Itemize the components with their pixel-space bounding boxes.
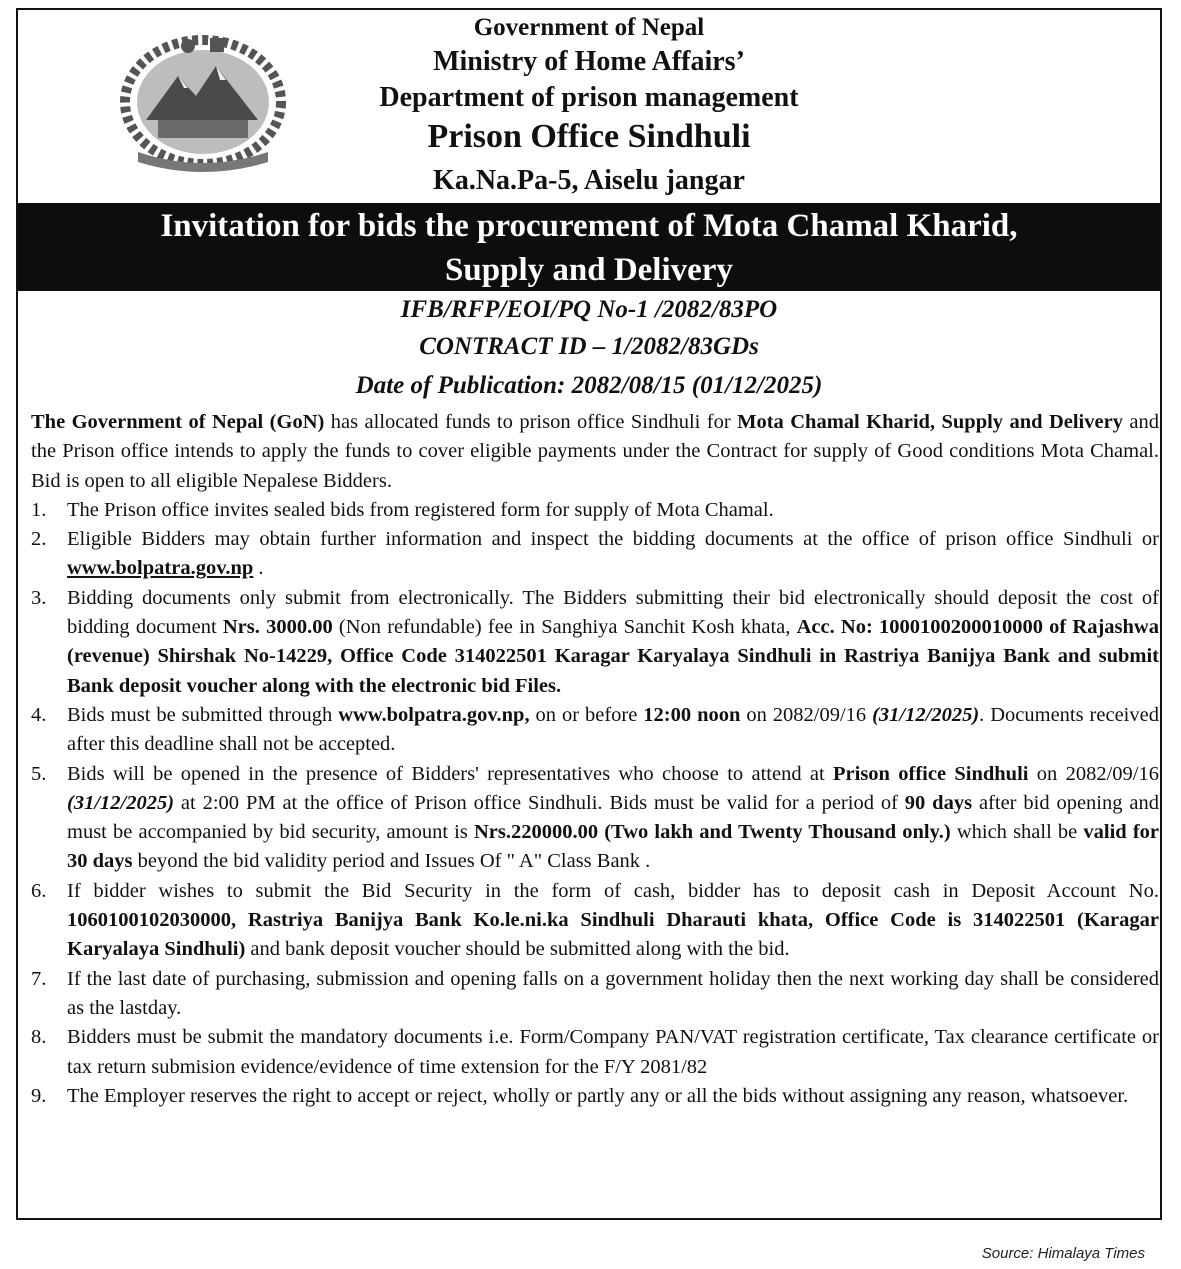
item-number: 5. [31,762,47,785]
opening-date: (31/12/2025) [67,791,175,814]
list-item [31,965,1159,1024]
item-text: after bid opening and must be accompanied by bid security, amount is [67,791,1159,844]
intro-paragraph [31,408,1159,496]
item-text: and bank deposit voucher should be submitted along with the bid. [245,938,790,961]
item-text: which shall be [950,821,1084,844]
item-text: The Prison office invites sealed bids from registered form for supply of Mota Chamal. [67,498,774,521]
header-office: Prison Office Sindhuli [427,118,751,155]
list-item [31,584,1159,701]
list-item [31,496,1159,525]
header-government: Government of Nepal [473,14,705,41]
item-number: 2. [31,528,47,551]
item-text: Bidders must be submit the mandatory documents i.e. Form/Company PAN/VAT registration certificate, Tax clearance certificate or tax return submision evidence/evidence of time extension for the F/Y 2081/82 [67,1026,1159,1078]
item-text: Bids must be submitted through [67,703,339,726]
item-number: 9. [31,1084,47,1107]
item-text: Bidding documents only submit from electronically. The Bidders submitting their bid electronically should deposit the cost of bidding document [67,586,1159,639]
ifb-number: IFB/RFP/EOI/PQ No-1 /2082/83PO [400,296,778,323]
item-text: Eligible Bidders may obtain further information and inspect the bidding documents at the office of prison office Sindhuli or [67,528,1159,551]
intro-text-1: has allocated funds to prison office Sindhuli for [324,411,738,433]
title-banner [18,203,1160,291]
deposit-account: 1060100102030000, Rastriya Banijya Bank Ko.le.ni.ka Sindhuli Dharauti khata, Office Code is 314022501 (Karagar Karyalaya Sindhuli) [67,909,1159,961]
item-text: beyond the bid validity period and Issues Of " A" Class Bank . [132,850,651,873]
list-item [31,525,1159,584]
list-item [31,1023,1159,1082]
intro-project: Mota Chamal Kharid, Supply and Delivery [737,411,1123,433]
item-number: 3. [31,586,47,609]
conditions-list [31,496,1159,1111]
item-number: 8. [31,1026,47,1049]
fee-amount: Nrs. 3000.00 [222,616,333,639]
list-item [31,701,1159,760]
item-text: . [253,557,264,580]
intro-text-2: and the Prison office intends to apply the funds to cover eligible payments under the Contract for supply of Good conditions Mota Chamal. Bid is open to all eligible Nepalese Bidders. [31,411,1159,492]
deadline-time: 12:00 noon [643,703,741,726]
list-item [31,1082,1159,1111]
banner-line-1: Invitation for bids the procurement of Mota Chamal Kharid, [160,208,1018,244]
item-text: If bidder wishes to submit the Bid Security in the form of cash, bidder has to deposit cash in Deposit Account No. [67,879,1159,902]
item-text: on or before [529,703,644,726]
item-text: Bids will be opened in the presence of Bidders' representatives who choose to attend at [67,762,833,785]
item-text: If the last date of purchasing, submission and opening falls on a government holiday then the next working day shall be considered as the lastday. [67,967,1159,1019]
deadline-date: (31/12/2025) [872,703,980,726]
list-item [31,760,1159,877]
header-department: Department of prison management [379,82,799,113]
notice-header [18,10,1160,203]
security-validity: valid for 30 days [67,821,1160,873]
list-item [31,877,1159,965]
item-text: The Employer reserves the right to accept or reject, wholly or partly any or all the bids without assigning any reason, whatsoever. [67,1084,1129,1107]
item-number: 7. [31,967,47,990]
validity-period: 90 days [904,791,973,814]
item-text: (Non refundable) fee in Sanghiya Sanchit Kosh khata, [332,616,797,639]
source-credit: Source: Himalaya Times [981,1245,1145,1262]
item-number: 4. [31,703,47,726]
notice-frame [16,8,1162,1220]
item-text: at 2:00 PM at the office of Prison office Sindhuli. Bids must be valid for a period of [174,791,905,814]
bolpatra-link[interactable]: www.bolpatra.gov.np [67,557,254,580]
banner-line-2: Supply and Delivery [445,252,733,288]
item-text: on 2082/09/16 [740,703,873,726]
notice-body [31,408,1159,1111]
item-text: . Documents received after this deadline shall not be accepted. [67,703,1159,756]
contract-id: CONTRACT ID – 1/2082/83GDs [419,333,759,360]
opening-venue: Prison office Sindhuli [833,762,1029,785]
header-address: Ka.Na.Pa-5, Aiselu jangar [433,165,745,196]
item-text: on 2082/09/16 [1028,762,1159,785]
header-ministry: Ministry of Home Affairs’ [433,46,745,77]
bolpatra-url: www.bolpatra.gov.np, [338,703,530,726]
item-number: 6. [31,879,47,902]
publication-date: Date of Publication: 2082/08/15 (01/12/2025) [355,372,823,399]
item-number: 1. [31,498,47,521]
security-amount: Nrs.220000.00 (Two lakh and Twenty Thousand only.) [473,821,951,844]
account-details: Acc. No: 1000100200010000 of Rajashwa (revenue) Shirshak No-14229, Office Code 314022501 Karagar Karyalaya Sindhuli in Rastriya Banijya Bank and submit Bank deposit voucher along with the electronic bid Files. [67,616,1159,697]
intro-gon: The Government of Nepal (GoN) [31,411,325,433]
